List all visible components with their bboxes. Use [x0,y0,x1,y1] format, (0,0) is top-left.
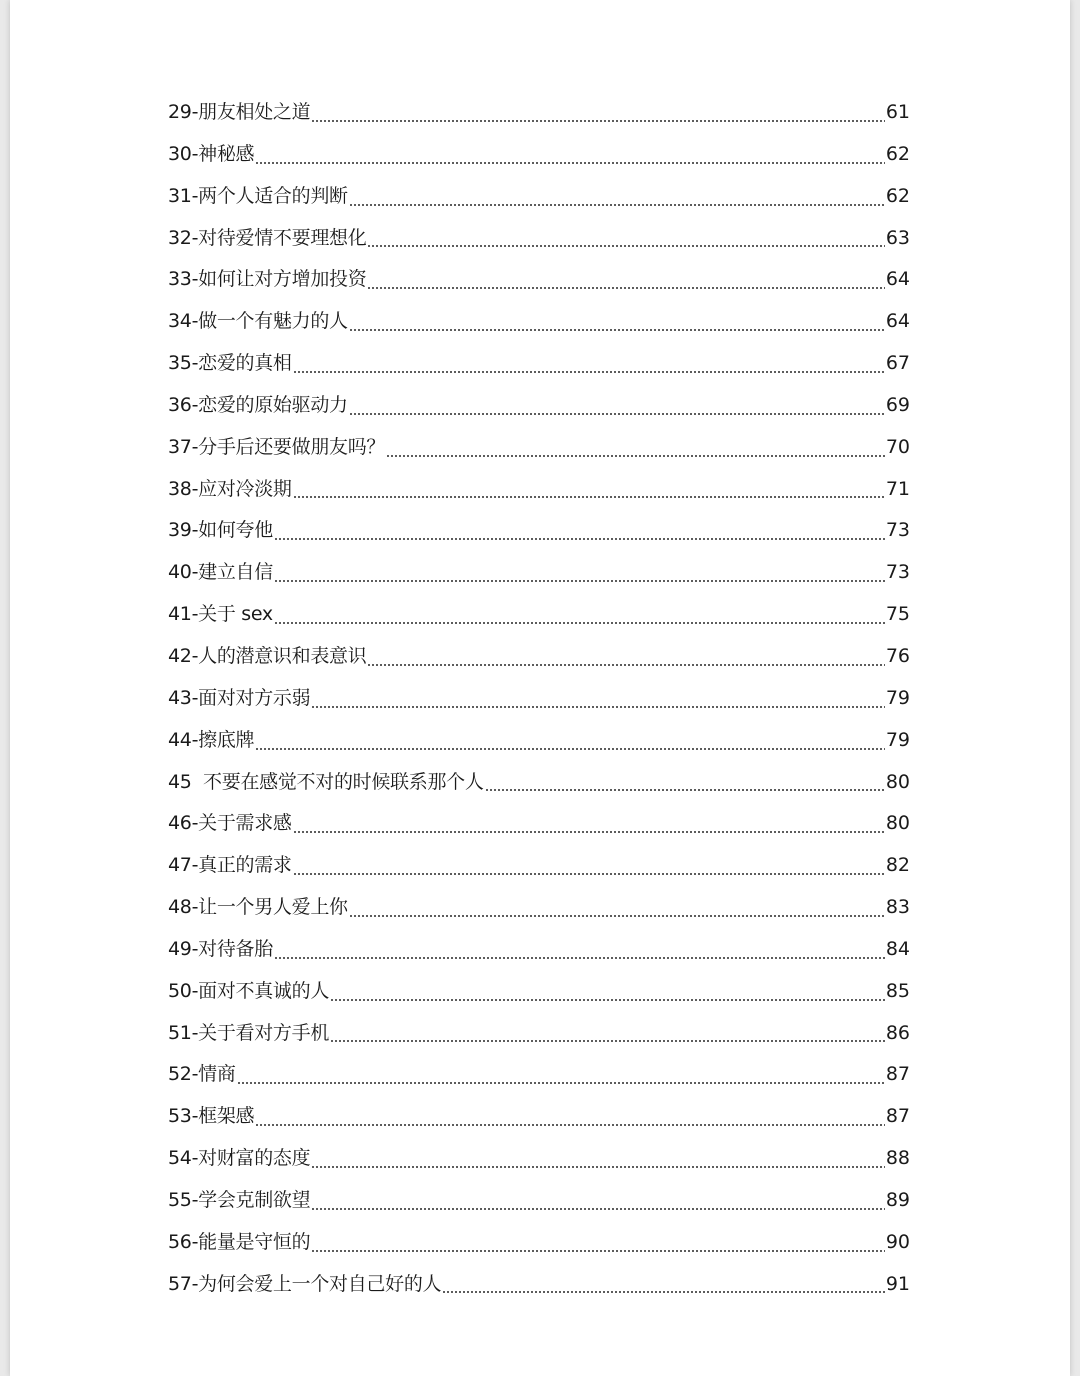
toc-entry-title: 38-应对冷淡期 [168,477,292,500]
toc-entry-page: 91 [885,1272,910,1295]
dot-leader [349,404,885,416]
toc-entry[interactable] [168,552,910,594]
toc-entry[interactable] [168,1264,910,1306]
toc-entry-title: 42-人的潜意识和表意识 [168,644,367,667]
toc-entry[interactable] [168,469,910,511]
toc-entry-page: 73 [885,561,910,584]
dot-leader [293,362,885,374]
toc-entry-page: 87 [885,1105,910,1128]
toc-entry[interactable] [168,343,910,385]
toc-entry-page: 63 [885,226,910,249]
dot-leader [237,1073,885,1085]
dot-leader [367,236,884,248]
dot-leader [293,864,885,876]
toc-entry-page: 73 [885,519,910,542]
dot-leader [442,1282,885,1294]
toc-entry-title: 55-学会克制欲望 [168,1188,311,1211]
toc-entry-page: 71 [885,477,910,500]
toc-entry[interactable] [168,176,910,218]
toc-entry-page: 70 [885,435,910,458]
toc-entry[interactable] [168,427,910,469]
dot-leader [311,1157,884,1169]
toc-entry-title: 36-恋爱的原始驱动力 [168,393,348,416]
toc-entry-title: 48-让一个男人爱上你 [168,896,348,919]
toc-entry-title: 30-神秘感 [168,142,255,165]
toc-entry[interactable] [168,594,910,636]
toc-entry-page: 69 [885,393,910,416]
toc-entry[interactable] [168,134,910,176]
dot-leader [367,655,884,667]
toc-entry-page: 64 [885,268,910,291]
toc-entry[interactable] [168,678,910,720]
toc-entry[interactable] [168,1138,910,1180]
dot-leader [311,111,884,123]
toc-entry-title: 43-面对对方示弱 [168,686,311,709]
toc-entry-page: 86 [885,1021,910,1044]
toc-entry[interactable] [168,762,910,804]
toc-entry[interactable] [168,803,910,845]
toc-entry-page: 90 [885,1230,910,1253]
dot-leader [330,990,885,1002]
toc-entry[interactable] [168,636,910,678]
toc-entry-title: 47-真正的需求 [168,854,292,877]
dot-leader [255,739,885,751]
toc-entry-page: 62 [885,184,910,207]
toc-entry-title: 57-为何会爱上一个对自己好的人 [168,1272,442,1295]
table-of-contents [168,92,910,1305]
toc-entry-page: 79 [885,728,910,751]
toc-entry-page: 76 [885,644,910,667]
toc-entry-title: 34-做一个有魅力的人 [168,310,348,333]
toc-entry[interactable] [168,929,910,971]
dot-leader [311,1241,884,1253]
toc-entry-title: 53-框架感 [168,1105,255,1128]
toc-entry-title: 44-擦底牌 [168,728,255,751]
toc-entry[interactable] [168,510,910,552]
toc-entry-title: 29-朋友相处之道 [168,101,311,123]
toc-entry-page: 88 [885,1147,910,1170]
toc-entry[interactable] [168,1180,910,1222]
dot-leader [274,571,885,583]
toc-entry[interactable] [168,720,910,762]
dot-leader [274,529,885,541]
dot-leader [330,1031,885,1043]
toc-entry-title: 50-面对不真诚的人 [168,979,330,1002]
dot-leader [293,487,885,499]
toc-entry[interactable] [168,301,910,343]
toc-entry-title: 37-分手后还要做朋友吗？ [168,435,386,458]
toc-entry-title: 54-对财富的态度 [168,1147,311,1170]
toc-entry-page: 87 [885,1063,910,1086]
toc-entry-title: 39-如何夸他 [168,519,273,542]
dot-leader [349,195,885,207]
toc-entry-title: 52-情商 [168,1063,236,1086]
toc-entry[interactable] [168,259,910,301]
toc-entry-page: 67 [885,352,910,375]
toc-entry-page: 61 [885,101,910,123]
toc-entry[interactable] [168,1054,910,1096]
dot-leader [311,697,884,709]
document-page [10,0,1070,1376]
dot-leader [349,320,885,332]
toc-entry[interactable] [168,92,910,134]
toc-entry[interactable] [168,218,910,260]
toc-entry-title: 56-能量是守恒的 [168,1230,311,1253]
dot-leader [274,948,885,960]
toc-entry[interactable] [168,1013,910,1055]
dot-leader [311,1199,884,1211]
toc-entry-page: 62 [885,142,910,165]
toc-entry-title: 35-恋爱的真相 [168,352,292,375]
toc-entry-title: 33-如何让对方增加投资 [168,268,367,291]
toc-entry-title: 51-关于看对方手机 [168,1021,330,1044]
toc-entry-page: 85 [885,979,910,1002]
toc-entry[interactable] [168,385,910,427]
toc-entry[interactable] [168,971,910,1013]
toc-entry-page: 80 [885,812,910,835]
dot-leader [485,780,885,792]
toc-entry-page: 89 [885,1188,910,1211]
toc-entry-title: 49-对待备胎 [168,937,273,960]
toc-entry[interactable] [168,887,910,929]
dot-leader [386,446,885,458]
toc-entry-title: 45 不要在感觉不对的时候联系那个人 [168,770,484,793]
dot-leader [293,822,885,834]
dot-leader [255,1115,885,1127]
toc-entry-page: 79 [885,686,910,709]
toc-entry-page: 82 [885,854,910,877]
toc-entry-page: 75 [885,603,910,626]
dot-leader [367,278,884,290]
toc-entry-title: 40-建立自信 [168,561,273,584]
toc-entry-page: 64 [885,310,910,333]
dot-leader [255,153,885,165]
toc-entry[interactable] [168,845,910,887]
toc-entry-page: 84 [885,937,910,960]
toc-entry[interactable] [168,1222,910,1264]
toc-entry-title: 46-关于需求感 [168,812,292,835]
toc-entry[interactable] [168,1096,910,1138]
toc-entry-page: 83 [885,896,910,919]
toc-entry-page: 80 [885,770,910,793]
toc-entry-title: 31-两个人适合的判断 [168,184,348,207]
dot-leader [274,613,885,625]
toc-entry-title: 32-对待爱情不要理想化 [168,226,367,249]
toc-entry-title: 41-关于 sex [168,603,273,626]
dot-leader [349,906,885,918]
